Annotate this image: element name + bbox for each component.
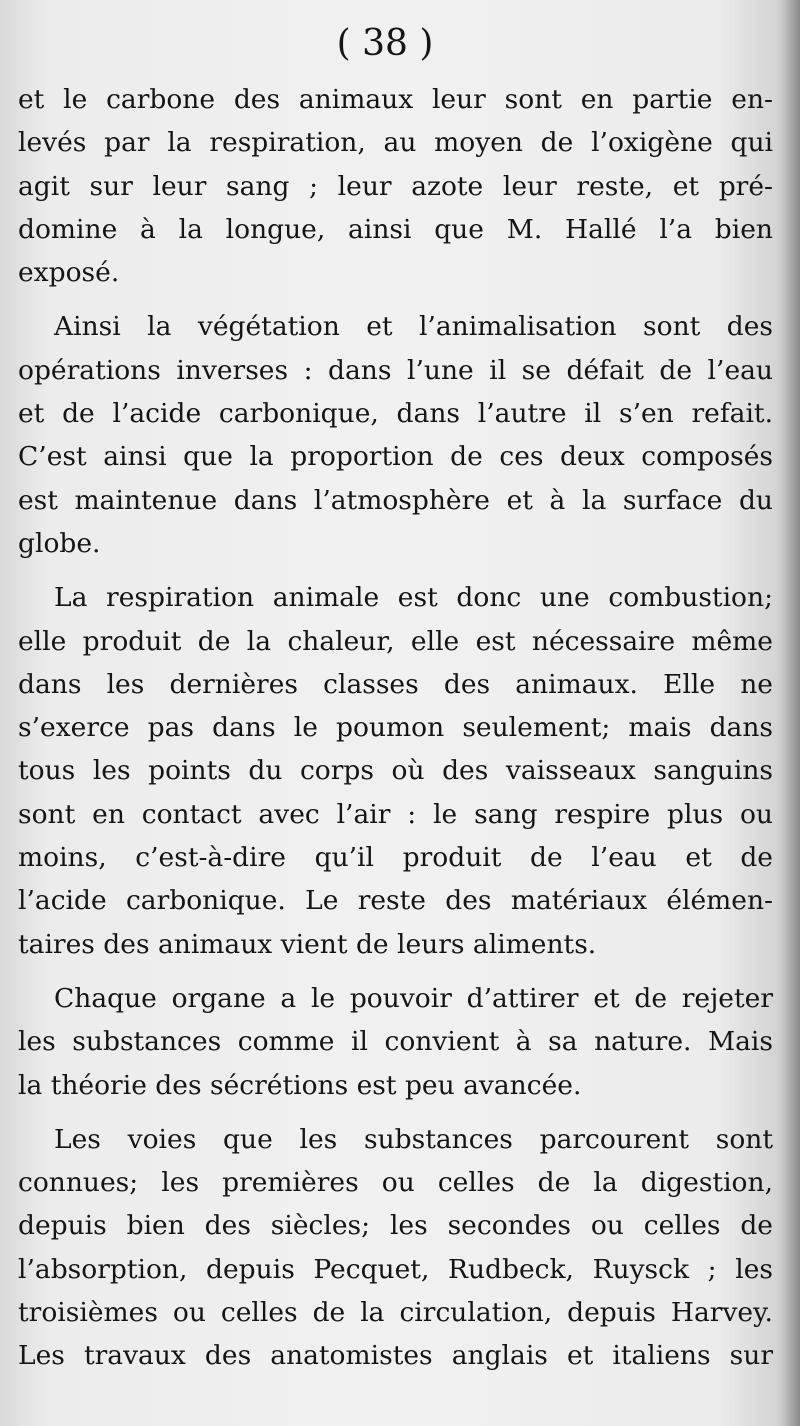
text-line: et le carbone des animaux leur sont en partie en- — [18, 84, 773, 115]
text-line: exposé. — [18, 257, 120, 289]
text-line: s’exerce pas dans le poumon seulement; mais dans — [18, 712, 773, 744]
text-line: domine à la longue, ainsi que M. Hallé l’a bien — [18, 213, 773, 245]
text-line: depuis bien des siècles; les secondes ou celles de — [18, 1210, 773, 1242]
text-line: Les voies que les substances parcourent sont — [54, 1123, 773, 1155]
text-line: elle produit de la chaleur, elle est nécessaire même — [18, 625, 773, 657]
paragraph-1 — [18, 78, 773, 294]
text-line: troisièmes ou celles de la circulation, depuis Harvey. — [18, 1297, 773, 1329]
text-line: les substances comme il convient à sa nature. Mais — [18, 1026, 773, 1058]
text-line: levés par la respiration, au moyen de l’oxigène qui — [18, 127, 773, 159]
text-line: moins, c’est-à-dire qu’il produit de l’eau et de — [18, 842, 773, 874]
text-line: Chaque organe a le pouvoir d’attirer et de rejeter — [54, 982, 773, 1014]
text-line: la théorie des sécrétions est peu avancée. — [18, 1069, 582, 1101]
page-number: ( 38 ) — [336, 23, 434, 64]
text-line: sont en contact avec l’air : le sang respire plus ou — [18, 798, 773, 830]
text-line: taires des animaux vient de leurs aliments. — [18, 928, 597, 960]
paragraph-3 — [18, 576, 773, 966]
text-line: Ainsi la végétation et l’animalisation sont des — [54, 311, 773, 343]
text-line: l’absorption, depuis Pecquet, Rudbeck, Ruysck ; les — [18, 1253, 773, 1285]
text-line: opérations inverses : dans l’une il se défait de l’eau — [18, 354, 773, 386]
paragraph-5 — [18, 1118, 773, 1378]
body-text — [18, 78, 773, 1389]
text-line: dans les dernières classes des animaux. Elle ne — [18, 668, 773, 700]
text-line: globe. — [18, 527, 101, 559]
text-line: C’est ainsi que la proportion de ces deux composés — [18, 441, 773, 473]
text-line: Les travaux des anatomistes anglais et italiens sur — [18, 1340, 773, 1372]
text-line: l’acide carbonique. Le reste des matériaux élémen- — [18, 885, 773, 917]
text-line: et de l’acide carbonique, dans l’autre il s’en refait. — [18, 398, 773, 430]
text-line: agit sur leur sang ; leur azote leur reste, et pré- — [18, 170, 773, 202]
paragraph-2 — [18, 305, 773, 565]
text-line: tous les points du corps où des vaisseaux sanguins — [18, 755, 773, 787]
text-line: est maintenue dans l’atmosphère et à la surface du — [18, 484, 773, 516]
text-line: La respiration animale est donc une combustion; — [54, 582, 773, 614]
text-line: connues; les premières ou celles de la digestion, — [18, 1167, 773, 1199]
paragraph-4 — [18, 977, 773, 1107]
